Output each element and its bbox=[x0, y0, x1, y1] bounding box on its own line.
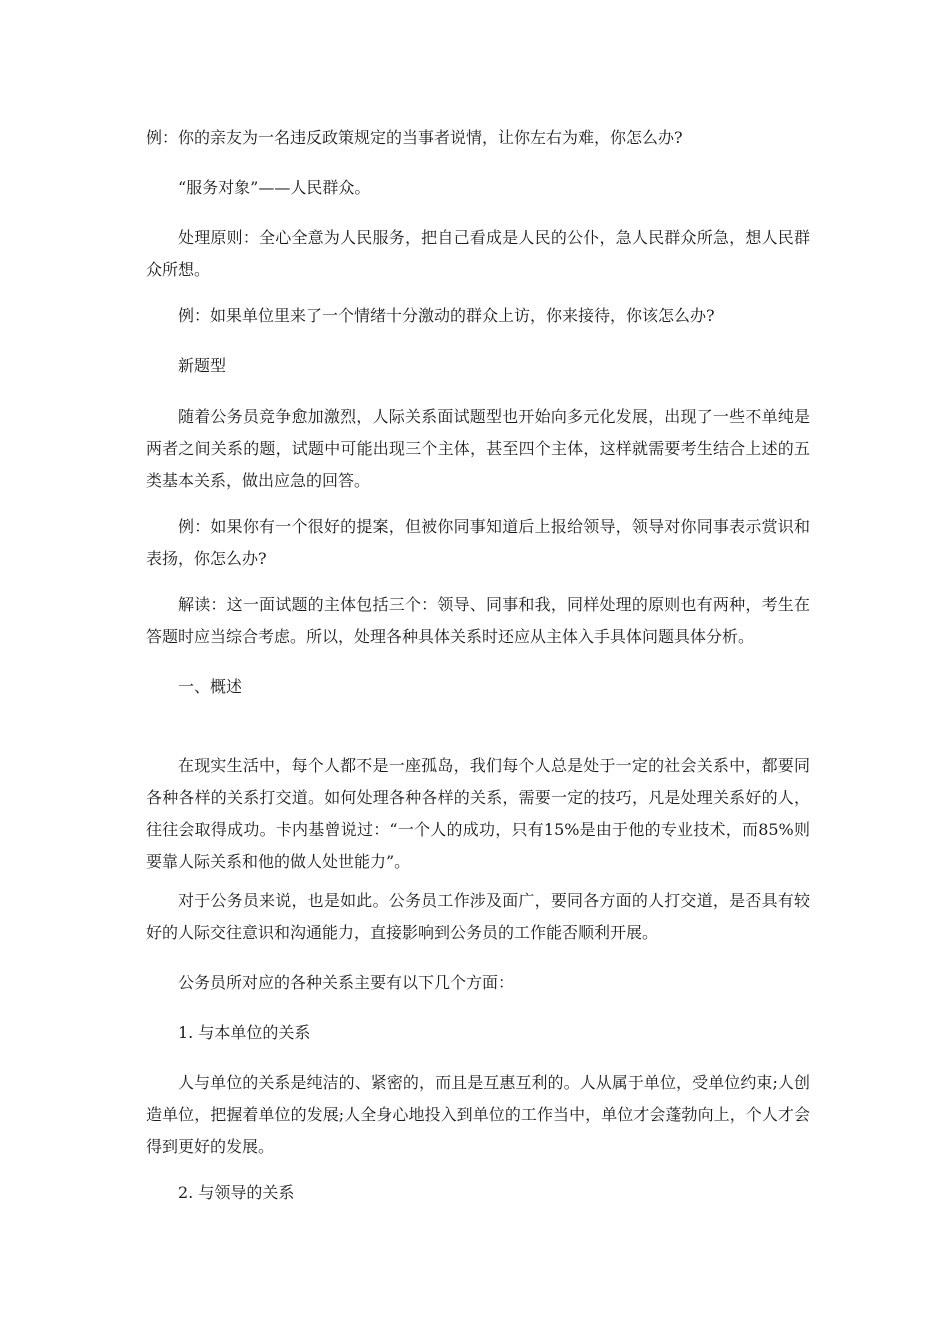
paragraph-unit-relation: 人与单位的关系是纯洁的、紧密的，而且是互惠互利的。人从属于单位，受单位约束;人创造单位，把握着单位的发展;人全身心地投入到单位的工作当中，单位才会蓬勃向上，个人才会得到更好的发展。 bbox=[146, 1073, 810, 1156]
paragraph-relations-intro: 公务员所对应的各种关系主要有以下几个方面： bbox=[178, 973, 515, 992]
paragraph-service-object: “服务对象”——人民群众。 bbox=[178, 178, 371, 197]
paragraph-interpretation: 解读：这一面试题的主体包括三个：领导、同事和我，同样处理的原则也有两种，考生在答题时应当综合考虑。所以，处理各种具体关系时还应从主体入手具体问题具体分析。 bbox=[146, 595, 810, 646]
paragraph-principle: 处理原则：全心全意为人民服务，把自己看成是人民的公仆，急人民群众所急，想人民群众所想。 bbox=[146, 228, 810, 279]
heading-overview: 一、概述 bbox=[178, 677, 243, 696]
paragraph-example-relatives: 例：你的亲友为一名违反政策规定的当事者说情，让你左右为难，你怎么办? bbox=[146, 128, 683, 147]
heading-unit-relation: 1. 与本单位的关系 bbox=[178, 1023, 311, 1042]
paragraph-example-proposal: 例：如果你有一个很好的提案，但被你同事知道后上报给领导，领导对你同事表示赏识和表扬，你怎么办? bbox=[146, 517, 810, 568]
paragraph-example-petitioner: 例：如果单位里来了一个情绪十分激动的群众上访，你来接待，你该怎么办? bbox=[178, 306, 715, 325]
paragraph-real-life: 在现实生活中，每个人都不是一座孤岛，我们每个人总是处于一定的社会关系中，都要同各种各样的关系打交道。如何处理各种各样的关系，需要一定的技巧，凡是处理关系好的人，往往会取得成功。卡内基曾说过：“一个人的成功，只有15%是由于他的专业技术，而85%则要靠人际关系和他的做人处世能力”。 bbox=[146, 756, 810, 871]
paragraph-new-type-description: 随着公务员竞争愈加激烈，人际关系面试题型也开始向多元化发展，出现了一些不单纯是两者之间关系的题，试题中可能出现三个主体，甚至四个主体，这样就需要考生结合上述的五类基本关系，做出应急的回答。 bbox=[146, 407, 810, 490]
paragraph-civil-servants: 对于公务员来说，也是如此。公务员工作涉及面广，要同各方面的人打交道，是否具有较好的人际交往意识和沟通能力，直接影响到公务员的工作能否顺利开展。 bbox=[146, 891, 810, 942]
heading-leader-relation: 2. 与领导的关系 bbox=[178, 1183, 295, 1202]
heading-new-question-type: 新题型 bbox=[178, 356, 227, 375]
